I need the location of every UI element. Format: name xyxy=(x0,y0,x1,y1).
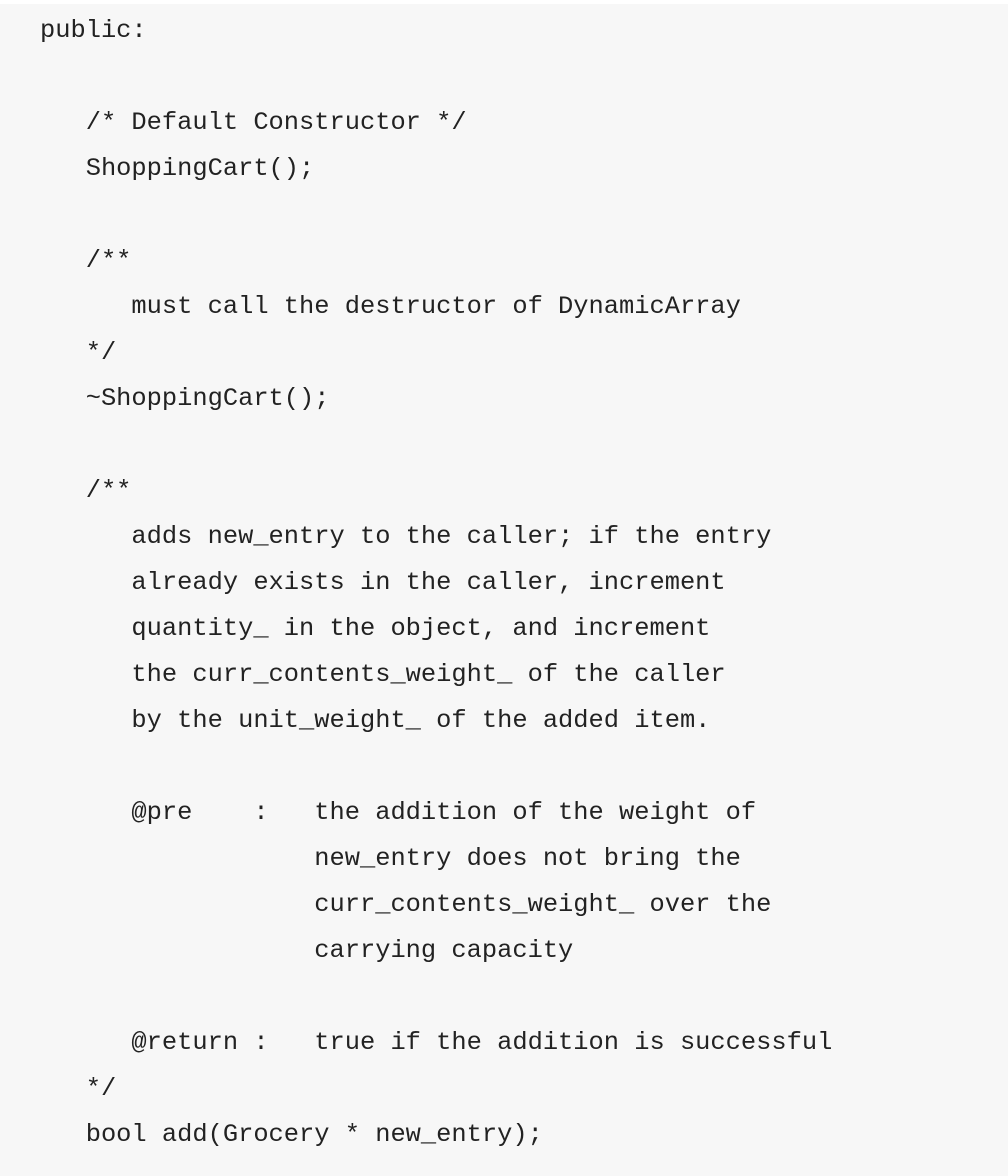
code-line-access-specifier: public: xyxy=(40,16,147,45)
code-line-comment: must call the destructor of DynamicArray xyxy=(40,292,741,321)
code-line-constructor: ShoppingCart(); xyxy=(40,154,315,183)
code-line-comment: already exists in the caller, increment xyxy=(40,568,726,597)
code-line-comment-close: */ xyxy=(40,1074,117,1103)
code-line-return: @return : true if the addition is successful xyxy=(40,1028,833,1057)
code-line-comment: the curr_contents_weight_ of the caller xyxy=(40,660,726,689)
code-line-comment: adds new_entry to the caller; if the entry xyxy=(40,522,772,551)
code-line-comment-open: /** xyxy=(40,476,132,505)
code-line-pre-condition: curr_contents_weight_ over the xyxy=(40,890,772,919)
code-line-pre-condition: carrying capacity xyxy=(40,936,574,965)
code-line-pre-condition: @pre : the addition of the weight of xyxy=(40,798,757,827)
code-line-method-declaration: bool add(Grocery * new_entry); xyxy=(40,1120,543,1149)
code-line-comment-open: /** xyxy=(40,246,132,275)
code-line-blank xyxy=(40,192,1008,238)
code-line-blank xyxy=(40,54,1008,100)
code-line-comment: by the unit_weight_ of the added item. xyxy=(40,706,711,735)
code-line-comment-close: */ xyxy=(40,338,117,367)
code-line-pre-condition: new_entry does not bring the xyxy=(40,844,741,873)
code-line-comment: /* Default Constructor */ xyxy=(40,108,467,137)
code-line-blank xyxy=(40,744,1008,790)
code-line-destructor: ~ShoppingCart(); xyxy=(40,384,330,413)
code-line-blank xyxy=(40,974,1008,1020)
code-line-comment: quantity_ in the object, and increment xyxy=(40,614,711,643)
code-line-blank xyxy=(40,422,1008,468)
code-block xyxy=(0,4,1008,1176)
